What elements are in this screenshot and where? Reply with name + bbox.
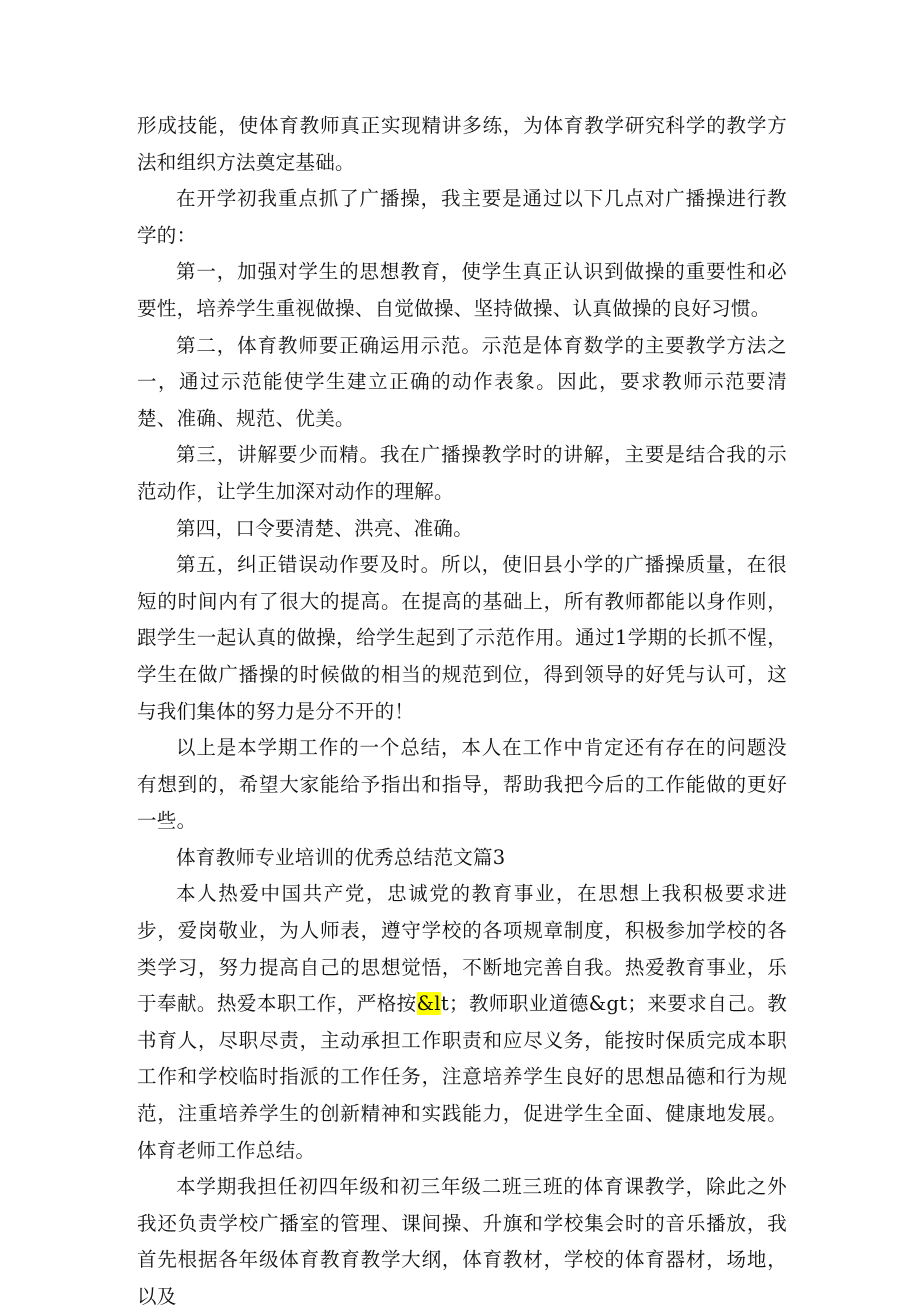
- paragraph-point-two: 第二，体育教师要正确运用示范。示范是体育数学的主要教学方法之一，通过示范能使学生建立正确的动作表象。因此，要求教师示范要清楚、准确、规范、优美。: [137, 333, 787, 430]
- section-heading: 体育教师专业培训的优秀总结范文篇3: [176, 845, 506, 869]
- text-before-highlight: 本人热爱中国共产党，忠诚党的教育事业，在思想上我积极要求进步，爱岗敬业，为人师表，遵守学校的各项规章制度，积极参加学校的各类学习，努力提高自己的思想觉悟，不断地完善自我。热爱教育事业，乐于奉献。热爱本职工作，严格按: [137, 882, 787, 1016]
- paragraph-summary: 以上是本学期工作的一个总结，本人在工作中肯定还有存在的问题没有想到的，希望大家能给予指出和指导，帮助我把今后的工作能做的更好一些。: [137, 736, 787, 833]
- paragraph-continuation: 形成技能，使体育教师真正实现精讲多练，为体育教学研究科学的教学方法和组织方法奠定基础。: [137, 114, 787, 174]
- paragraph-broadcast-exercise-intro: 在开学初我重点抓了广播操，我主要是通过以下几点对广播操进行教学的：: [137, 187, 787, 247]
- paragraph-self-intro: [137, 876, 787, 1169]
- highlighted-text: &l: [416, 992, 441, 1016]
- paragraph-point-five: 第五，纠正错误动作要及时。所以，使旧县小学的广播操质量，在很短的时间内有了很大的提高。在提高的基础上，所有教师都能以身作则，跟学生一起认真的做操，给学生起到了示范作用。通过1学期的长抓不惺，学生在做广播操的时候做的相当的规范到位，得到领导的好凭与认可，这与我们集体的努力是分不开的！: [137, 553, 787, 723]
- paragraph-semester-duties: 本学期我担任初四年级和初三年级二班三班的体育课教学，除此之外我还负责学校广播室的管理、课间操、升旗和学校集会时的音乐播放，我首先根据各年级体育教育教学大纲，体育教材，学校的体育器材，场地，以及: [137, 1175, 787, 1308]
- text-after-highlight: t；教师职业道德&gt；来要求自己。教书育人，尽职尽责，主动承担工作职责和应尽义务，能按时保质完成本职工作和学校临时指派的工作任务，注意培养学生良好的思想品德和行为规范，注重培养学生的创新精神和实践能力，促进学生全面、健康地发展。体育老师工作总结。: [137, 992, 787, 1162]
- document-page: [137, 108, 787, 1316]
- paragraph-point-one: 第一，加强对学生的思想教育，使学生真正认识到做操的重要性和必要性，培养学生重视做操、自觉做操、坚持做操、认真做操的良好习惯。: [137, 260, 787, 320]
- paragraph-point-three: 第三，讲解要少而精。我在广播操教学时的讲解，主要是结合我的示范动作，让学生加深对动作的理解。: [137, 443, 787, 503]
- paragraph-point-four: 第四，口令要清楚、洪亮、准确。: [176, 516, 474, 540]
